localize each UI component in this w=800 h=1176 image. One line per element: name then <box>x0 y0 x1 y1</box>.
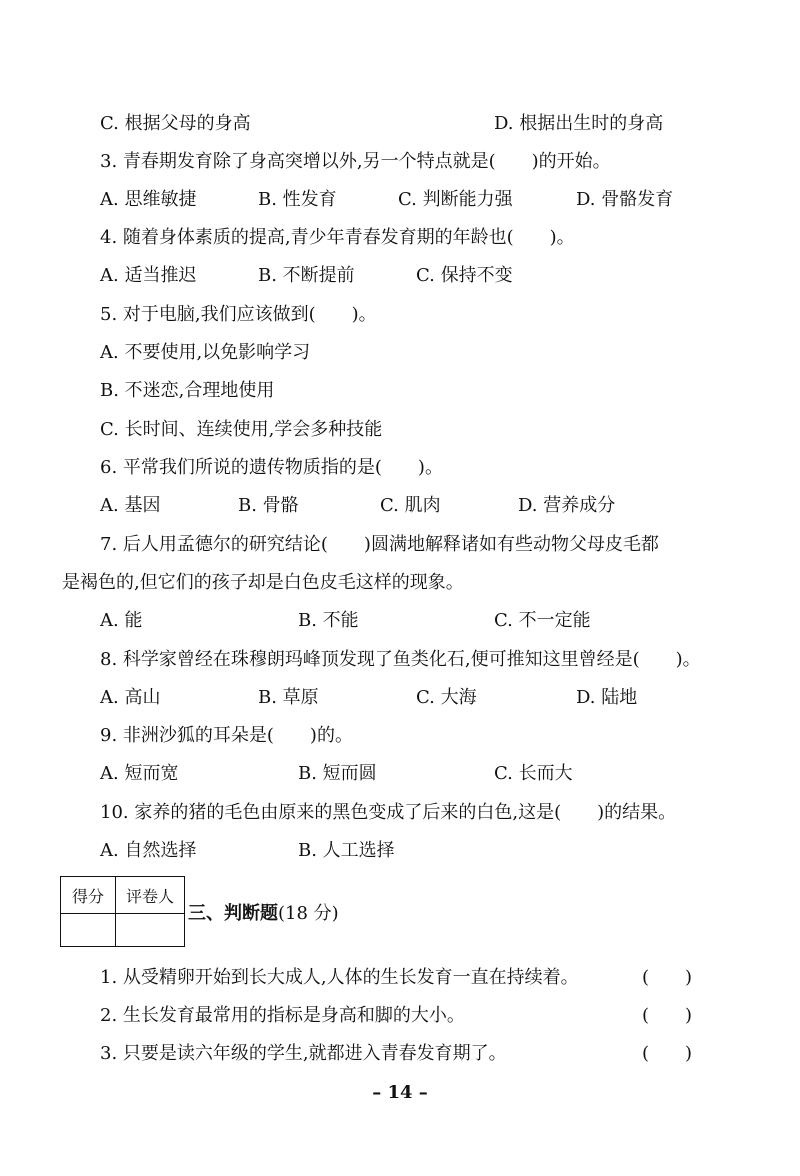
option: B. 短而圆 <box>298 763 377 784</box>
option: A. 基因 <box>100 495 161 516</box>
option: D. 陆地 <box>576 687 638 708</box>
answer-paren: ( ) <box>642 1005 693 1026</box>
option: C. 保持不变 <box>416 265 513 286</box>
question-9: 9. 非洲沙狐的耳朵是( )的。 <box>100 725 353 746</box>
option: C. 不一定能 <box>494 610 591 631</box>
question-3: 3. 青春期发育除了身高突增以外,另一个特点就是( )的开始。 <box>100 151 611 172</box>
option: A. 不要使用,以免影响学习 <box>100 342 311 363</box>
option: B. 性发育 <box>258 189 337 210</box>
option: A. 能 <box>100 610 143 631</box>
grader-label: 评卷人 <box>116 877 185 914</box>
option: B. 不断提前 <box>258 265 355 286</box>
option: A. 思维敏捷 <box>100 189 197 210</box>
option: A. 自然选择 <box>100 840 197 861</box>
grader-cell <box>116 914 185 947</box>
option-d: D. 根据出生时的身高 <box>494 113 664 134</box>
answer-paren: ( ) <box>642 1043 693 1064</box>
option: A. 短而宽 <box>100 763 179 784</box>
option: B. 骨骼 <box>238 495 299 516</box>
question-6: 6. 平常我们所说的遗传物质指的是( )。 <box>100 457 443 478</box>
option: C. 大海 <box>416 687 477 708</box>
question-10: 10. 家养的猪的毛色由原来的黑色变成了后来的白色,这是( )的结果。 <box>100 802 677 823</box>
question-8: 8. 科学家曾经在珠穆朗玛峰顶发现了鱼类化石,便可推知这里曾经是( )。 <box>100 649 701 670</box>
question-4: 4. 随着身体素质的提高,青少年青春发育期的年龄也( )。 <box>100 227 575 248</box>
option: A. 高山 <box>100 687 161 708</box>
section-title-text: 三、判断题 <box>188 903 278 924</box>
option: B. 不能 <box>298 610 359 631</box>
option: D. 骨骼发育 <box>576 189 674 210</box>
answer-paren: ( ) <box>642 967 693 988</box>
question-7: 7. 后人用孟德尔的研究结论( )圆满地解释诸如有些动物父母皮毛都 <box>100 534 659 555</box>
option: C. 长时间、连续使用,学会多种技能 <box>100 419 383 440</box>
question-7-continued: 是褐色的,但它们的孩子却是白色皮毛这样的现象。 <box>62 572 464 593</box>
option: C. 判断能力强 <box>398 189 513 210</box>
score-table <box>60 876 185 947</box>
question-5: 5. 对于电脑,我们应该做到( )。 <box>100 304 377 325</box>
option: C. 长而大 <box>494 763 573 784</box>
option: D. 营养成分 <box>518 495 616 516</box>
option: B. 人工选择 <box>298 840 395 861</box>
option: A. 适当推迟 <box>100 265 197 286</box>
page-number: – 14 – <box>372 1082 428 1103</box>
option-c: C. 根据父母的身高 <box>100 113 251 134</box>
score-cell <box>61 914 116 947</box>
score-label: 得分 <box>61 877 116 914</box>
option: B. 不迷恋,合理地使用 <box>100 380 275 401</box>
option: C. 肌肉 <box>380 495 441 516</box>
option: B. 草原 <box>258 687 319 708</box>
judgment-3: 3. 只要是读六年级的学生,就都进入青春发育期了。 <box>100 1043 507 1064</box>
judgment-2: 2. 生长发育最常用的指标是身高和脚的大小。 <box>100 1005 465 1026</box>
section-points: (18 分) <box>278 903 339 924</box>
judgment-1: 1. 从受精卵开始到长大成人,人体的生长发育一直在持续着。 <box>100 967 579 988</box>
section-title <box>188 902 339 926</box>
